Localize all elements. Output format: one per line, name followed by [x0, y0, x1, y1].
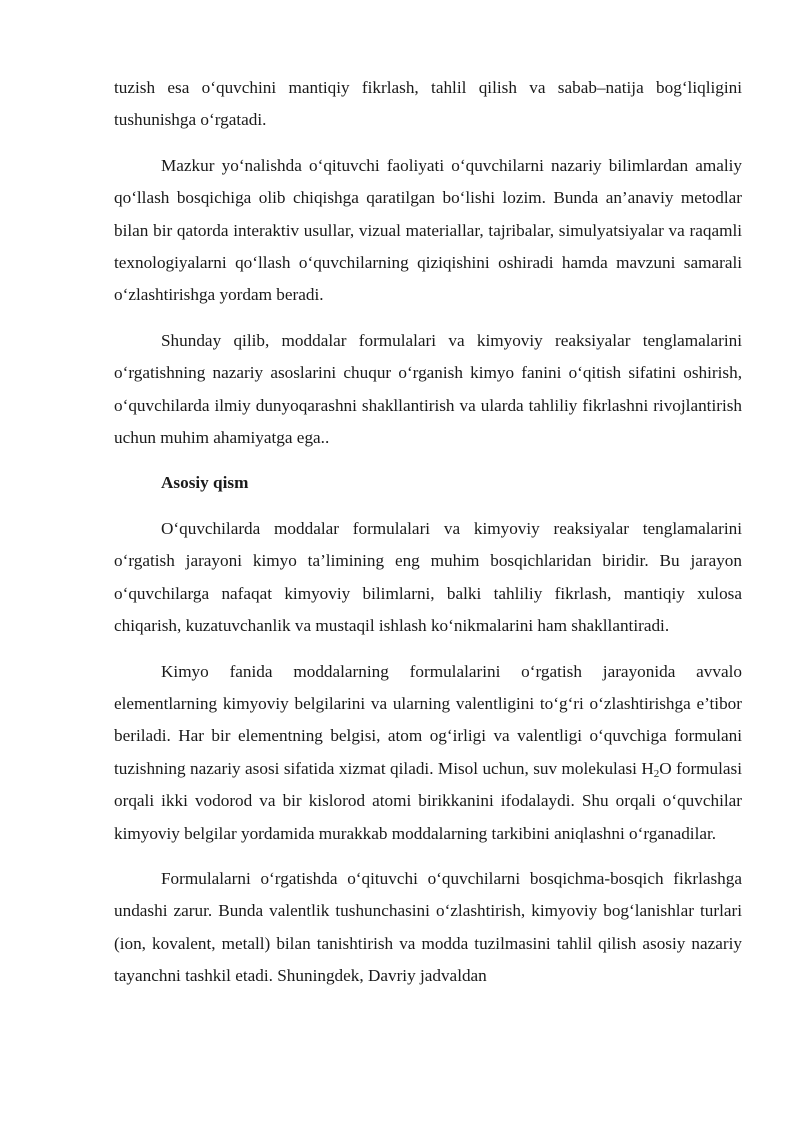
formula-element: H	[641, 758, 654, 778]
paragraph-text: Kimyo fanida moddalarning formulalarini o‘rgatish jarayonida avvalo elementlarning kimyoviy belgilarini va ularning valentligini to‘g‘ri o‘zlashtirishga e’tibor beriladi. Har bir elementning belgisi, atom og‘irligi va valentligi o‘quvchiga formulani tuzishning nazariy asosi sifatida xizmat qiladi. Misol uchun, suv molekulasi	[114, 661, 742, 778]
formula-subscript: 2	[653, 767, 660, 780]
paragraph: Mazkur yo‘nalishda o‘qituvchi faoliyati o‘quvchilarni nazariy bilimlardan amaliy qo‘llash bosqichiga olib chiqishga qaratilgan bo‘lishi lozim. Bunda an’anaviy metodlar bilan bir qatorda interaktiv usullar, vizual materiallar, tajribalar, simulyatsiyalar va raqamli texnologiyalarni qo‘llash o‘quvchilarning qiziqishini oshiradi hamda mavzuni samarali o‘zlashtirishga yordam beradi.	[114, 155, 742, 305]
section-heading: Asosiy qism	[161, 473, 249, 493]
chemical-formula	[641, 759, 671, 778]
paragraph	[114, 656, 742, 850]
paragraph: O‘quvchilarda moddalar formulalari va kimyoviy reaksiyalar tenglamalarini o‘rgatish jarayoni kimyo ta’limining eng muhim bosqichlaridan biridir. Bu jarayon o‘quvchilarga nafaqat kimyoviy bilimlarni, balki tahliliy fikrlash, mantiqiy xulosa chiqarish, kuzatuvchanlik va mustaqil ishlash ko‘nikmalarini ham shakllantiradi.	[114, 518, 742, 636]
paragraph: Shunday qilib, moddalar formulalari va kimyoviy reaksiyalar tenglamalarini o‘rgatishning nazariy asoslarini chuqur o‘rganish kimyo fanini o‘qitish sifatini oshirish, o‘quvchilarda ilmiy dunyoqarashni shakllantirish va ularda tahliliy fikrlashni rivojlantirish uchun muhim ahamiyatga ega..	[114, 330, 742, 448]
formula-element: O	[659, 758, 672, 778]
paragraph: Formulalarni o‘rgatishda o‘qituvchi o‘quvchilarni bosqichma-bosqich fikrlashga undashi zarur. Bunda valentlik tushunchasini o‘zlashtirish, kimyoviy bog‘lanishlar turlari (ion, kovalent, metall) bilan tanishtirish va modda tuzilmasini tahlil qilish asosiy nazariy tayanchni tashkil etadi. Shuningdek, Davriy jadvaldan	[114, 868, 742, 986]
paragraph-text: formulasi orqali ikki vodorod va bir kislorod atomi birikkanini ifodalaydi. Shu orqali o‘quvchilar kimyoviy belgilar yordamida murakkab moddalarning tarkibini aniqlashni o‘rganadilar.	[114, 758, 743, 843]
document-body	[114, 72, 742, 993]
paragraph: tuzish esa o‘quvchini mantiqiy fikrlash, tahlil qilish va sabab–natija bog‘liqligini tushunishga o‘rgatadi.	[114, 78, 742, 130]
